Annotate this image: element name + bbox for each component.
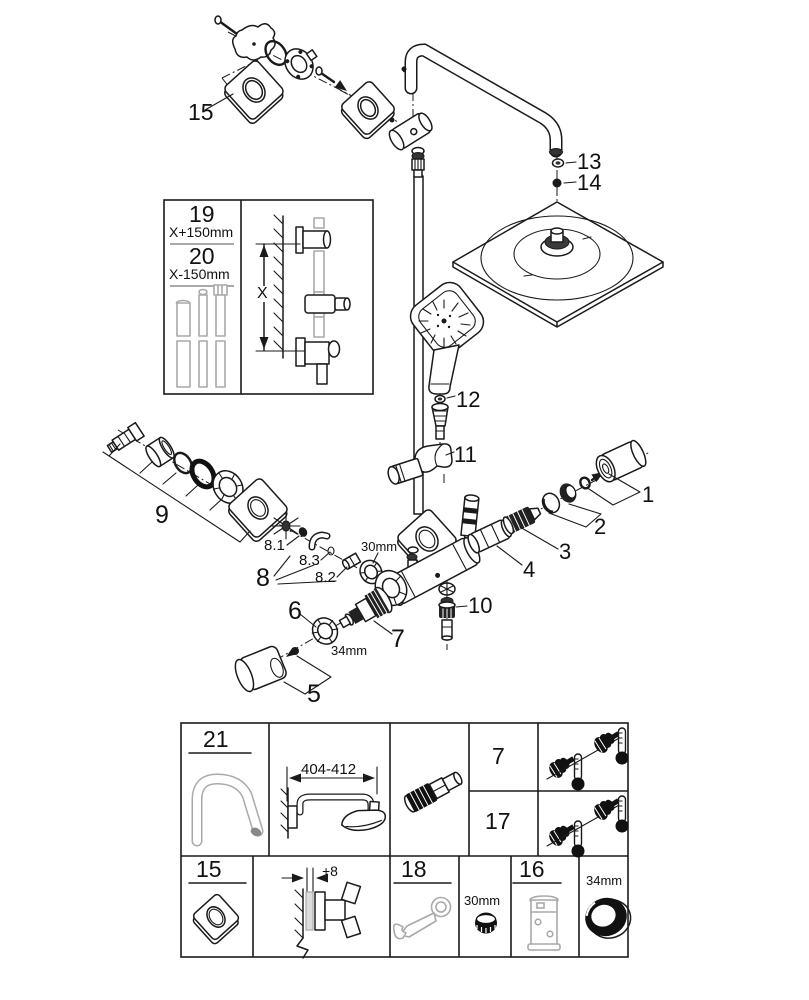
head-shower [453,202,663,327]
part-label-7: 7 [391,625,405,653]
table-label-18: 18 [401,856,427,882]
table-arm-21 [197,779,263,841]
arm-washers-13-14 [553,159,577,188]
part-label-13: 13 [577,149,602,174]
wall-union-group [338,68,436,178]
part-label-11: 11 [454,442,477,467]
table-thermo-row-7 [546,727,628,791]
table-thermo-row-17 [546,794,628,858]
inset-dim-20: X-150mm [169,266,230,282]
table-label-15: 15 [196,856,222,882]
table-escutcheon-15 [190,893,242,945]
wall-flange-group-15 [205,16,350,125]
part-label-6: 6 [288,597,302,625]
table-wall-offset-plus8 [282,868,360,958]
part-9-chain [103,423,291,544]
parts-table [181,723,636,958]
table-wrench-18 [394,898,451,939]
table-dim-plus8: +8 [322,863,338,879]
table-label-21: 21 [203,726,229,752]
part-label-4: 4 [523,557,536,582]
hose-cone [432,404,448,440]
table-adapter [402,768,465,814]
parts-5-6-7 [232,585,396,694]
inset-label-20: 20 [189,243,215,269]
dimension-34mm: 34mm [331,643,368,658]
part-label-15: 15 [188,99,214,125]
part-label-5: 5 [307,680,321,708]
inset-dim-x: X [257,285,268,302]
table-dim-30mm: 30mm [464,893,501,908]
table-dim-404-412: 404-412 [301,761,357,778]
part-label-8: 8 [256,564,270,592]
spare-tubes [177,285,228,387]
part-label-1: 1 [642,482,655,507]
right-parts-1-4 [466,439,649,565]
part-label-9: 9 [155,501,169,529]
table-capnut-30mm [475,913,497,934]
inset-label-19: 19 [189,201,215,227]
inset-wall-diagram [256,215,350,384]
dimension-30mm: 30mm [361,539,398,554]
part-label-8-3: 8.3 [299,552,320,569]
part-label-8-2: 8.2 [315,569,336,586]
inset-dim-19: X+150mm [169,224,234,240]
table-dim-34mm: 34mm [586,873,623,888]
part-label-3: 3 [559,539,572,564]
part-label-10: 10 [468,593,493,618]
shower-arm [402,50,563,156]
part-label-2: 2 [594,514,607,539]
part-label-12: 12 [456,387,481,412]
table-label-17: 17 [485,808,511,834]
part-label-8-1: 8.1 [264,537,285,554]
table-label-16: 16 [519,856,545,882]
outlet-parts-10 [439,583,467,640]
part-label-14: 14 [577,170,602,195]
table-label-7: 7 [492,743,505,769]
table-cartridge-16 [528,896,560,950]
